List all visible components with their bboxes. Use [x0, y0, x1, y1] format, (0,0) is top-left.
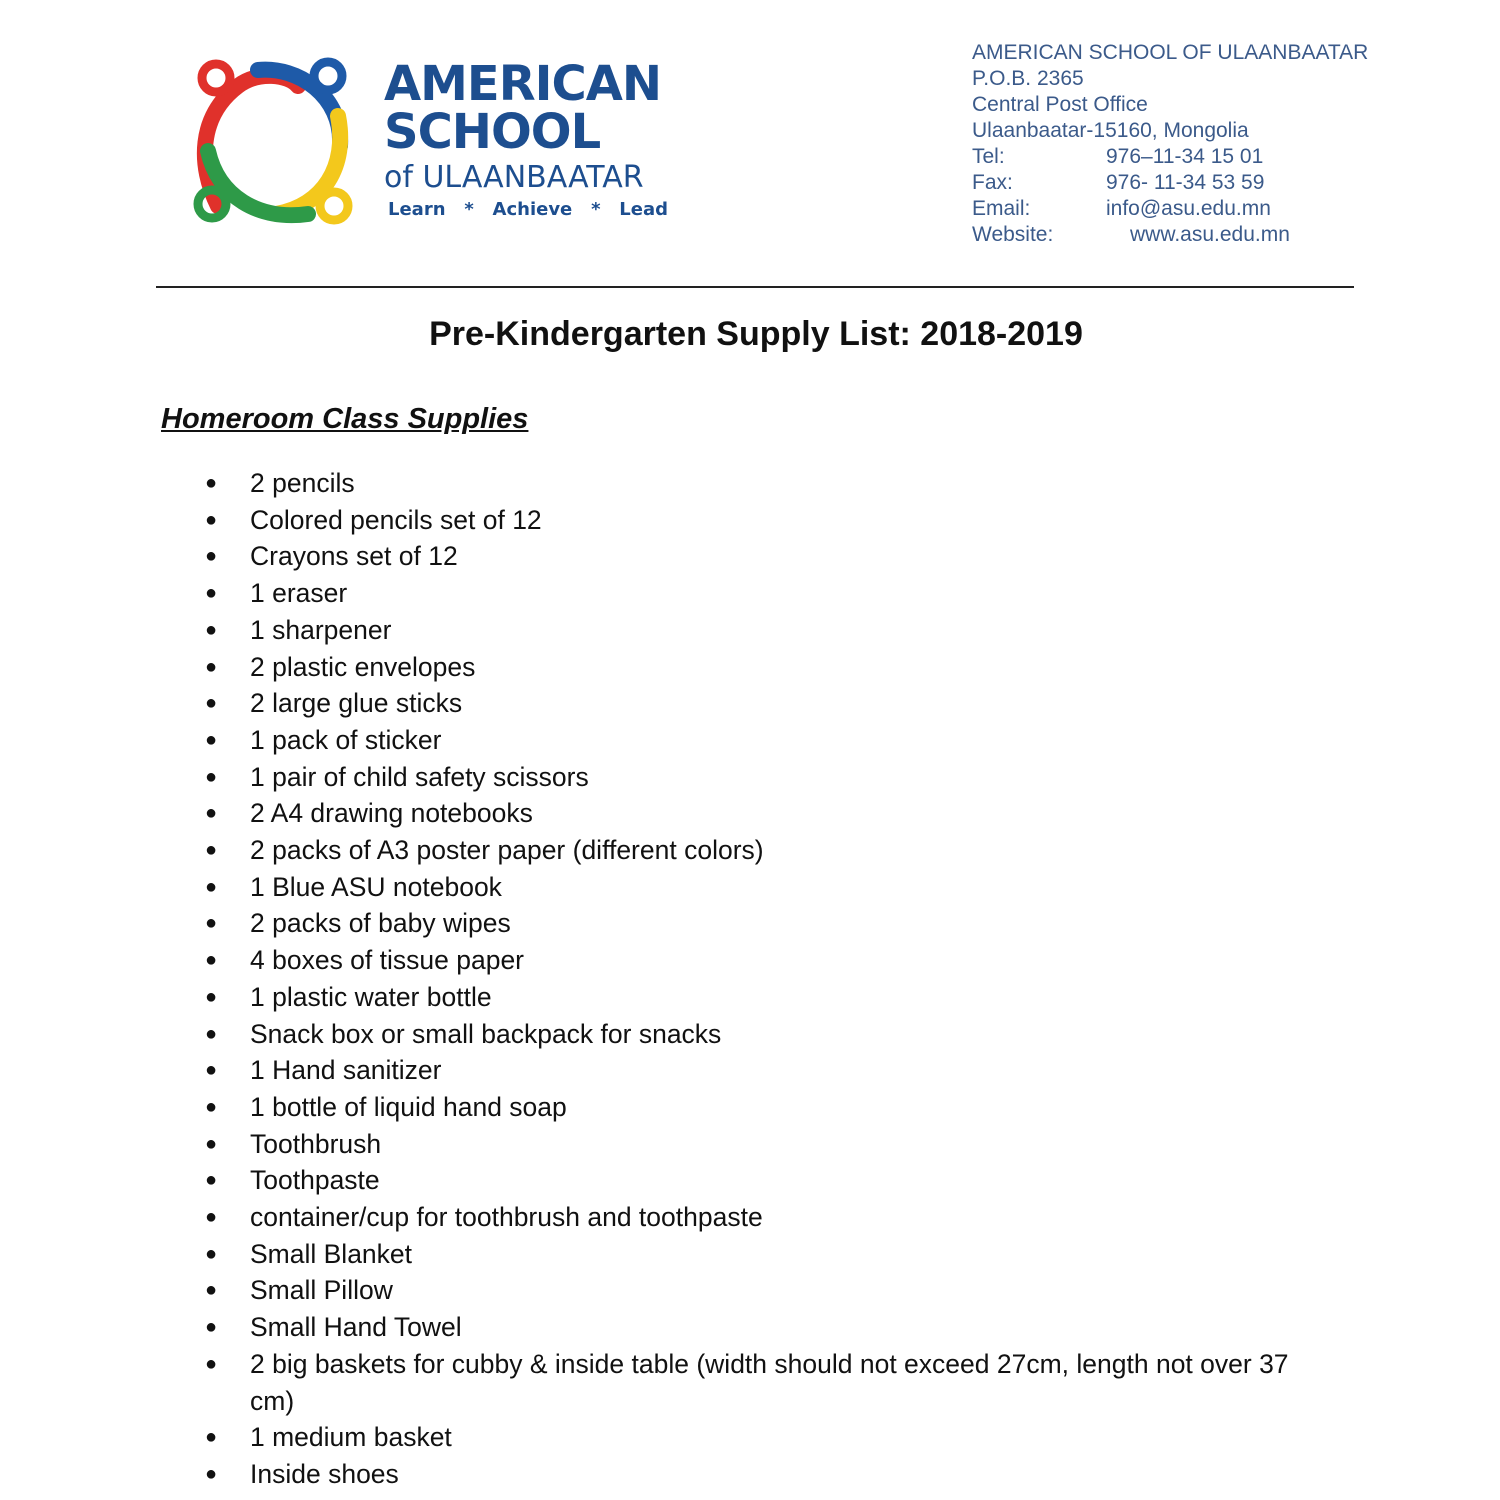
bullet-icon: ●	[205, 1462, 218, 1485]
list-item	[0, 1346, 1500, 1419]
list-item-text: Small Blanket	[250, 1238, 413, 1269]
bullet-icon: ●	[205, 1059, 218, 1082]
list-item	[0, 1419, 1500, 1456]
list-item	[0, 685, 1500, 722]
bullet-icon: ●	[205, 802, 218, 825]
list-item	[0, 1016, 1500, 1053]
bullet-icon: ●	[205, 545, 218, 568]
list-item-text: Snack box or small backpack for snacks	[250, 1018, 722, 1049]
bullet-icon: ●	[205, 912, 218, 935]
list-item	[0, 942, 1500, 979]
list-item	[0, 538, 1500, 575]
logo-line-1: AMERICAN	[384, 56, 662, 112]
list-item	[0, 722, 1500, 759]
list-item	[0, 979, 1500, 1016]
tel-value: 976–11-34 15 01	[1106, 145, 1264, 168]
email-label: Email:	[972, 197, 1031, 220]
bullet-icon: ●	[205, 1279, 218, 1302]
bullet-icon: ●	[205, 985, 218, 1008]
address-office: Central Post Office	[972, 93, 1148, 116]
bullet-icon: ●	[205, 508, 218, 531]
list-item	[0, 1236, 1500, 1273]
list-item-text: 2 plastic envelopes	[250, 651, 476, 682]
list-item	[0, 502, 1500, 539]
address-tel-row	[972, 144, 1368, 170]
bullet-icon: ●	[205, 655, 218, 678]
bullet-icon: ●	[205, 839, 218, 862]
supply-list	[0, 465, 1500, 1493]
list-item	[0, 575, 1500, 612]
bullet-icon: ●	[205, 1132, 218, 1155]
list-item-text: Toothpaste	[250, 1165, 380, 1196]
address-pob: P.O.B. 2365	[972, 67, 1084, 90]
list-item	[0, 1309, 1500, 1346]
list-item	[0, 649, 1500, 686]
bullet-icon: ●	[205, 949, 218, 972]
bullet-icon: ●	[205, 692, 218, 715]
fax-label: Fax:	[972, 171, 1013, 194]
logo-tagline: Learn * Achieve * Lead	[388, 199, 668, 220]
bullet-icon: ●	[205, 618, 218, 641]
list-item	[0, 1089, 1500, 1126]
list-item-text: 1 bottle of liquid hand soap	[250, 1091, 567, 1122]
list-item	[0, 1199, 1500, 1236]
list-item-text: 1 plastic water bottle	[250, 981, 492, 1012]
address-school-name: AMERICAN SCHOOL OF ULAANBAATAR	[972, 41, 1369, 64]
list-item-text: 1 Hand sanitizer	[250, 1055, 442, 1086]
fax-value: 976- 11-34 53 59	[1106, 171, 1265, 194]
list-item	[0, 612, 1500, 649]
list-item	[0, 905, 1500, 942]
list-item-text: 2 big baskets for cubby & inside table (width should not exceed 27cm, length not over 37 cm)	[250, 1348, 1289, 1416]
list-item-text: 2 A4 drawing notebooks	[250, 798, 533, 829]
list-item-text: 2 packs of baby wipes	[250, 908, 511, 939]
school-address-block	[972, 40, 1368, 248]
address-city: Ulaanbaatar-15160, Mongolia	[972, 119, 1249, 142]
list-item-text: 1 pack of sticker	[250, 724, 442, 755]
list-item-text: 2 packs of A3 poster paper (different colors)	[250, 835, 764, 866]
list-item-text: 4 boxes of tissue paper	[250, 945, 525, 976]
list-item	[0, 1272, 1500, 1309]
list-item	[0, 869, 1500, 906]
list-item	[0, 795, 1500, 832]
address-email-row	[972, 196, 1368, 222]
logo-line-3: of ULAANBAATAR	[384, 160, 644, 195]
list-item-text: 1 pair of child safety scissors	[250, 761, 589, 792]
school-logo	[188, 56, 668, 226]
list-item	[0, 1126, 1500, 1163]
list-item-text: Inside shoes	[250, 1458, 399, 1489]
address-fax-row	[972, 170, 1368, 196]
bullet-icon: ●	[205, 1169, 218, 1192]
logo-line-2: SCHOOL	[384, 104, 601, 160]
bullet-icon: ●	[205, 1352, 218, 1375]
list-item-text: 1 sharpener	[250, 614, 392, 645]
list-item-text: Crayons set of 12	[250, 541, 458, 572]
bullet-icon: ●	[205, 1426, 218, 1449]
section-heading: Homeroom Class Supplies	[161, 403, 529, 435]
bullet-icon: ●	[205, 582, 218, 605]
bullet-icon: ●	[205, 1206, 218, 1229]
list-item	[0, 832, 1500, 869]
bullet-icon: ●	[205, 472, 218, 494]
list-item-text: Small Hand Towel	[250, 1312, 462, 1343]
list-item-text: 1 Blue ASU notebook	[250, 871, 502, 902]
list-item-text: Toothbrush	[250, 1128, 382, 1159]
bullet-icon: ●	[205, 1316, 218, 1339]
header-divider	[156, 286, 1354, 288]
list-item	[0, 465, 1500, 502]
tel-label: Tel:	[972, 145, 1005, 168]
list-item-text: container/cup for toothbrush and toothpaste	[250, 1202, 763, 1233]
list-item-text: 2 large glue sticks	[250, 688, 463, 719]
page-title: Pre-Kindergarten Supply List: 2018-2019	[429, 315, 1083, 353]
bullet-icon: ●	[205, 728, 218, 751]
list-item-text: 1 medium basket	[250, 1422, 452, 1453]
list-item-text: 1 eraser	[250, 578, 348, 609]
list-item	[0, 1162, 1500, 1199]
list-item	[0, 1456, 1500, 1493]
list-item-text: Small Pillow	[250, 1275, 393, 1306]
list-item-text: Colored pencils set of 12	[250, 504, 542, 535]
website-label: Website:	[972, 223, 1054, 246]
school-wordmark	[384, 56, 668, 222]
address-website-row	[972, 222, 1368, 248]
list-item	[0, 759, 1500, 796]
bullet-icon: ●	[205, 1095, 218, 1118]
bullet-icon: ●	[205, 1242, 218, 1265]
bullet-icon: ●	[205, 765, 218, 788]
list-item	[0, 1052, 1500, 1089]
website-value[interactable]: www.asu.edu.mn	[1130, 223, 1290, 246]
list-item-text: 2 pencils	[250, 468, 355, 498]
school-logo-icon	[188, 56, 358, 226]
bullet-icon: ●	[205, 1022, 218, 1045]
email-value[interactable]: info@asu.edu.mn	[1106, 197, 1271, 220]
bullet-icon: ●	[205, 875, 218, 898]
